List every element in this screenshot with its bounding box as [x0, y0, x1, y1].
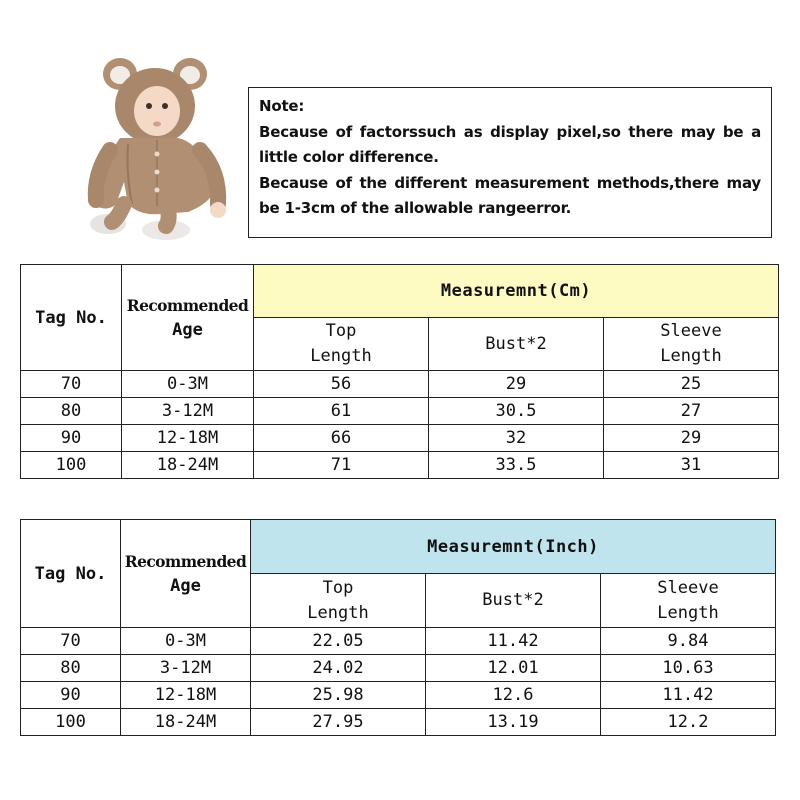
tag-cell: 80 [21, 655, 121, 682]
recommended-age-header [121, 520, 251, 628]
bust-cell: 12.6 [426, 682, 601, 709]
top-length-cell: 66 [254, 425, 429, 452]
sleeve-length-cell: 12.2 [601, 709, 776, 736]
sleeve-length-cell: 9.84 [601, 628, 776, 655]
bust-cell: 30.5 [429, 398, 604, 425]
length-label: Length [657, 602, 719, 623]
note-title: Note: [259, 97, 305, 115]
top-length-cell: 56 [254, 371, 429, 398]
age-cell: 12-18M [122, 425, 254, 452]
sleeve-length-header [604, 318, 779, 371]
recommended-label: Recommended [124, 551, 247, 571]
table-row [21, 628, 776, 655]
table-row [21, 398, 779, 425]
bust-header: Bust*2 [429, 318, 604, 371]
age-cell: 3-12M [121, 655, 251, 682]
sleeve-label: Sleeve [657, 577, 719, 598]
age-cell: 18-24M [121, 709, 251, 736]
top-label: Top [325, 321, 357, 341]
note-line-measurement-error: Because of the different measurement methods,there may be 1-3cm of the allowable rangeerror. [259, 173, 761, 217]
sleeve-length-cell: 29 [604, 425, 779, 452]
top-length-header [251, 574, 426, 628]
measurement-inch-header: Measuremnt(Inch) [251, 520, 776, 574]
recommended-age-header [122, 265, 254, 371]
sleeve-length-cell: 31 [604, 452, 779, 479]
top-length-cell: 22.05 [251, 628, 426, 655]
tag-cell: 90 [21, 682, 121, 709]
age-cell: 12-18M [121, 682, 251, 709]
tag-no-header: Tag No. [21, 265, 122, 371]
note-line-color-difference: Because of factorssuch as display pixel,so there may be a little color difference. [259, 122, 761, 166]
bust-cell: 32 [429, 425, 604, 452]
table-row [21, 425, 779, 452]
age-label: Age [172, 319, 203, 340]
age-label: Age [170, 575, 201, 596]
top-length-cell: 25.98 [251, 682, 426, 709]
tag-cell: 100 [21, 709, 121, 736]
sleeve-length-header [601, 574, 776, 628]
age-cell: 0-3M [122, 371, 254, 398]
age-cell: 3-12M [122, 398, 254, 425]
bust-cell: 13.19 [426, 709, 601, 736]
tag-cell: 70 [21, 628, 121, 655]
recommended-label: Recommended [126, 295, 249, 315]
tag-cell: 90 [21, 425, 122, 452]
length-label: Length [310, 346, 372, 366]
top-length-cell: 24.02 [251, 655, 426, 682]
top-length-cell: 71 [254, 452, 429, 479]
size-table-cm [20, 264, 779, 479]
table-row [21, 371, 779, 398]
age-cell: 0-3M [121, 628, 251, 655]
bust-cell: 12.01 [426, 655, 601, 682]
tag-cell: 80 [21, 398, 122, 425]
bust-cell: 29 [429, 371, 604, 398]
sleeve-label: Sleeve [660, 321, 722, 341]
sleeve-length-cell: 27 [604, 398, 779, 425]
baby-bear-romper-illustration [48, 54, 236, 244]
tag-no-header: Tag No. [21, 520, 121, 628]
table-row [21, 655, 776, 682]
age-cell: 18-24M [122, 452, 254, 479]
length-label: Length [660, 346, 722, 366]
bust-header: Bust*2 [426, 574, 601, 628]
sleeve-length-cell: 11.42 [601, 682, 776, 709]
table-row [21, 709, 776, 736]
tag-cell: 100 [21, 452, 122, 479]
measurement-cm-header: Measuremnt(Cm) [254, 265, 779, 318]
length-label: Length [307, 602, 369, 623]
top-label: Top [322, 577, 354, 598]
baby-bear-romper-photo [48, 54, 236, 244]
table-row [21, 452, 779, 479]
sleeve-length-cell: 25 [604, 371, 779, 398]
top-length-cell: 27.95 [251, 709, 426, 736]
note-box [248, 87, 772, 238]
bust-cell: 11.42 [426, 628, 601, 655]
size-table-inch [20, 519, 776, 736]
top-length-header [254, 318, 429, 371]
tag-cell: 70 [21, 371, 122, 398]
sleeve-length-cell: 10.63 [601, 655, 776, 682]
bust-cell: 33.5 [429, 452, 604, 479]
top-length-cell: 61 [254, 398, 429, 425]
table-row [21, 682, 776, 709]
